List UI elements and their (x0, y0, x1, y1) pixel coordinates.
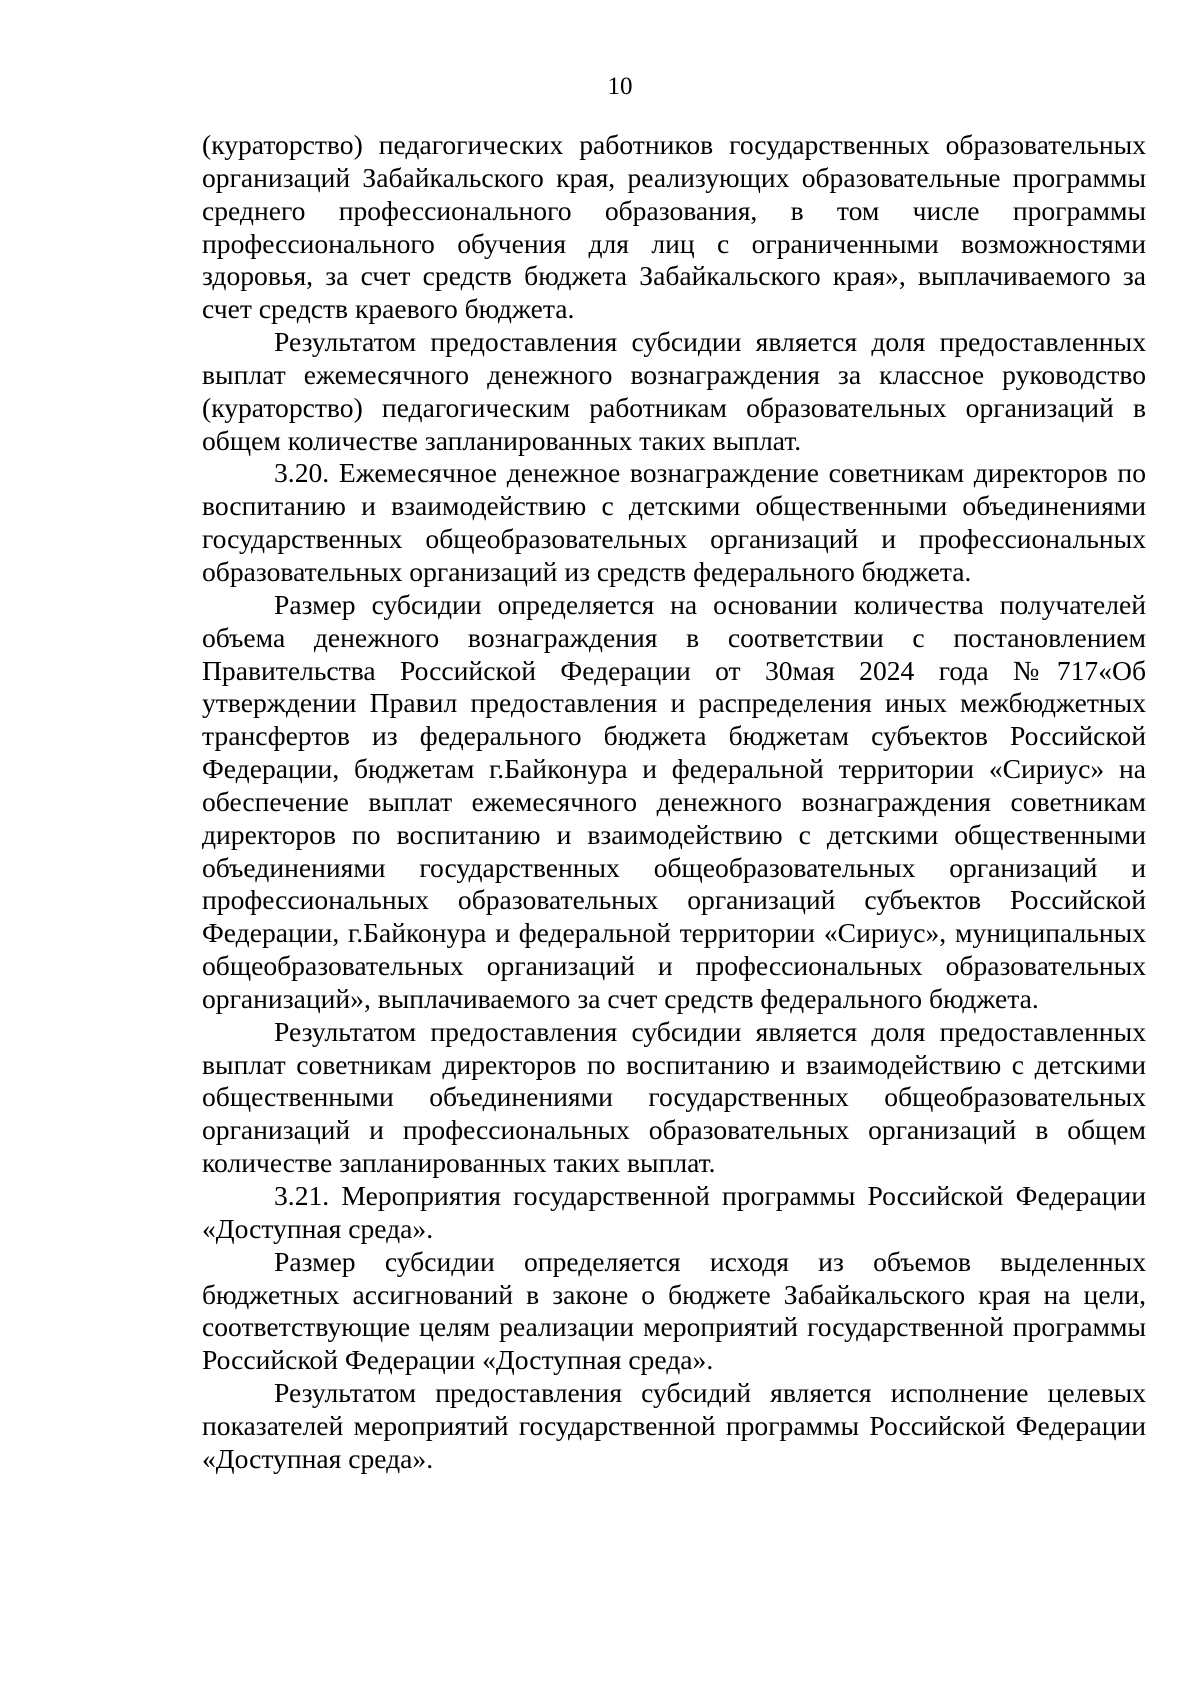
paragraph-result-class-guidance: Результатом предоставления субсидии является доля предоставленных выплат ежемесячного денежного вознаграждения за классное руководство (кураторство) педагогическим работникам образовательных организаций в общем количестве запланированных таких выплат. (202, 326, 1146, 456)
paragraph-section-3-21-heading: 3.21. Мероприятия государственной программы Российской Федерации «Доступная среда». (202, 1180, 1146, 1244)
document-body (202, 129, 1146, 1476)
page-number: 10 (607, 73, 633, 100)
paragraph-subsidy-size-3-20: Размер субсидии определяется на основании количества получателей объема денежного вознаграждения в соответствии с постановлением Правительства Российской Федерации от 30мая 2024 года №717«Об утверждении Правил предоставления и распределения иных межбюджетных трансфертов из федерального бюджета бюджетам субъектов Российской Федерации, бюджетам г.Байконура и федеральной территории «Сириус» на обеспечение выплат ежемесячного денежного вознаграждения советникам директоров по воспитанию и взаимодействию с детскими общественными объединениями государственных общеобразовательных организаций и профессиональных образовательных организаций субъектов Российской Федерации, г.Байконура и федеральной территории «Сириус», муниципальных общеобразовательных организаций и профессиональных образовательных организаций», выплачиваемого за счет средств федерального бюджета. (202, 588, 1146, 1014)
paragraph-section-3-20-heading: 3.20. Ежемесячное денежное вознаграждение советникам директоров по воспитанию и взаимодействию с детскими общественными объединениями государственных общеобразовательных организаций и профессиональных образовательных организаций из средств федерального бюджета. (202, 457, 1146, 587)
paragraph-result-accessible-environment: Результатом предоставления субсидий является исполнение целевых показателей мероприятий государственной программы Российской Федерации «Доступная среда». (202, 1377, 1146, 1474)
paragraph-continuation: (кураторство) педагогических работников государственных образовательных организаций Забайкальского края, реализующих образовательные программы среднего профессионального образования, в том числе программы профессионального обучения для лиц с ограниченными возможностями здоровья, за счет средств бюджета Забайкальского края», выплачиваемого за счет средств краевого бюджета. (202, 129, 1146, 325)
paragraph-subsidy-size-3-21: Размер субсидии определяется исходя из объемов выделенных бюджетных ассигнований в законе о бюджете Забайкальского края на цели, соответствующие целям реализации мероприятий государственной программы Российской Федерации «Доступная среда». (202, 1245, 1146, 1376)
paragraph-result-advisors: Результатом предоставления субсидии является доля предоставленных выплат советникам директоров по воспитанию и взаимодействию с детскими общественными объединениями государственных общеобразовательных организаций и профессиональных образовательных организаций в общем количестве запланированных таких выплат. (202, 1015, 1146, 1179)
